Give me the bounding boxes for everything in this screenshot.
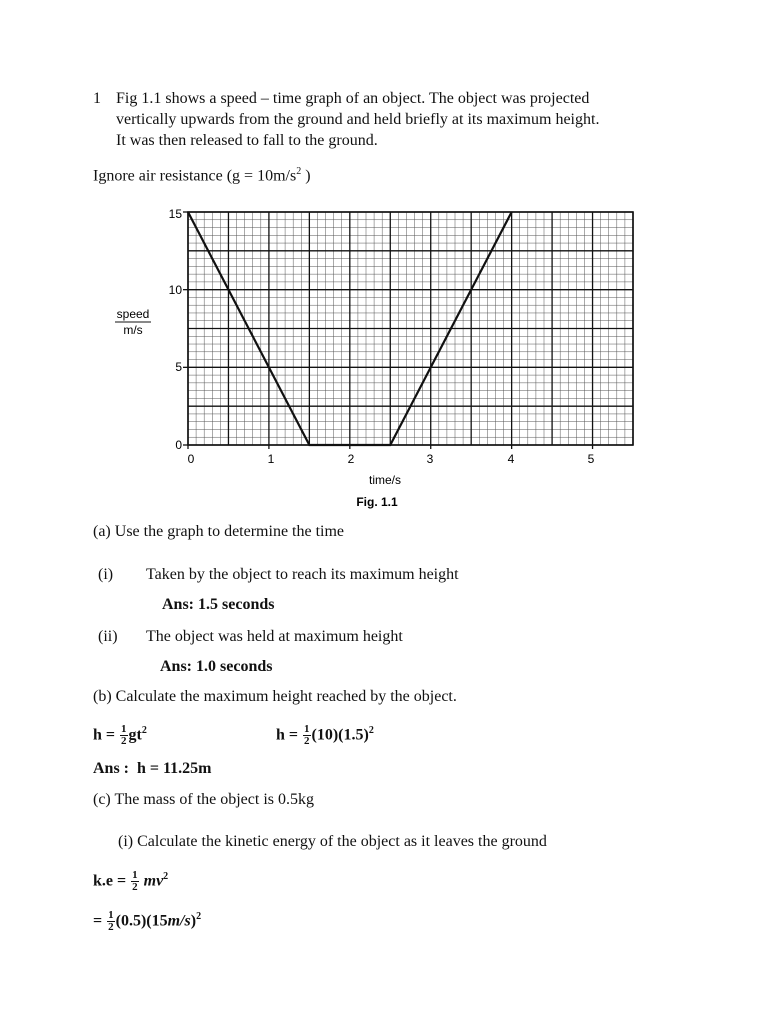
- y-axis-label-bottom: m/s: [123, 323, 143, 337]
- x-tick-label: 5: [587, 452, 595, 466]
- y-axis-label-top: speed: [116, 307, 150, 321]
- x-tick-label: 3: [426, 452, 434, 466]
- kinetic-energy-formula: [93, 866, 168, 893]
- part-a-ii-label: (ii): [98, 628, 118, 645]
- y-tick-label: 10: [168, 283, 182, 297]
- y-tick-label: 5: [175, 360, 182, 374]
- note-text: Ignore air resistance (g = 10m/s: [93, 167, 297, 185]
- part-a: [93, 521, 344, 542]
- figure-caption: Fig. 1.1: [356, 495, 398, 509]
- formula-rhs: (0.5)(15: [115, 912, 168, 930]
- formula-unit: m/s: [167, 912, 191, 930]
- height-formula: [93, 720, 147, 747]
- height-substitution: [276, 720, 374, 747]
- formula-rhs: (10)(1.5): [311, 726, 369, 744]
- speed-time-graph: [90, 192, 680, 517]
- part-a-i-answer: Ans: 1.5 seconds: [162, 596, 275, 613]
- fraction-denominator: 2: [108, 921, 114, 934]
- formula-close: ): [190, 912, 197, 930]
- fraction-numerator: 1: [108, 909, 114, 922]
- part-a-i-text: Taken by the object to reach its maximum height: [146, 566, 459, 583]
- question-text: [116, 88, 716, 151]
- x-tick-label: 1: [267, 452, 275, 466]
- question-line: It was then released to fall to the ground.: [116, 132, 378, 149]
- fraction-numerator: 1: [121, 723, 127, 736]
- part-a-label: (a): [93, 523, 111, 540]
- y-tick-label: 0: [175, 438, 182, 452]
- fraction-half: [120, 724, 128, 747]
- kinetic-energy-substitution: [93, 906, 201, 933]
- x-tick-label: 4: [507, 452, 515, 466]
- question-number: 1: [93, 90, 101, 107]
- part-b: [93, 686, 457, 707]
- part-c: [93, 789, 314, 810]
- grid-major: [188, 212, 633, 445]
- part-a-text: Use the graph to determine the time: [114, 523, 345, 540]
- question-line: vertically upwards from the ground and held briefly at its maximum height.: [116, 111, 600, 128]
- part-c-i-label: (i): [118, 833, 134, 850]
- part-c-label: (c): [93, 791, 111, 808]
- fraction-half: [107, 910, 115, 933]
- part-a-ii-text: The object was held at maximum height: [146, 628, 403, 645]
- x-axis-label: time/s: [368, 473, 402, 487]
- part-a-ii-answer: Ans: 1.0 seconds: [160, 658, 273, 675]
- part-b-label: (b): [93, 688, 112, 705]
- x-tick-label: 0: [187, 452, 195, 466]
- note-exponent: 2: [296, 166, 302, 177]
- air-resistance-note: [93, 161, 311, 186]
- part-a-i-label: (i): [98, 566, 114, 583]
- part-b-answer: Ans : h = 11.25m: [93, 760, 212, 777]
- x-tick-label: 2: [347, 452, 355, 466]
- part-c-i-text: Calculate the kinetic energy of the object as it leaves the ground: [137, 833, 547, 850]
- fraction-half: [131, 870, 139, 893]
- fraction-half: [303, 724, 311, 747]
- formula-lhs: h =: [93, 726, 120, 744]
- fraction-numerator: 1: [132, 869, 138, 882]
- y-tick-labels: [169, 207, 183, 452]
- question-line: Fig 1.1 shows a speed – time graph of an object. The object was projected: [116, 90, 590, 107]
- formula-lhs: k.e =: [93, 872, 131, 890]
- part-c-text: The mass of the object is 0.5kg: [114, 791, 314, 808]
- part-c-i: [118, 831, 547, 852]
- formula-exponent: 2: [196, 911, 202, 922]
- formula-exponent: 2: [141, 725, 147, 736]
- formula-exponent: 2: [163, 871, 169, 882]
- formula-exponent: 2: [368, 725, 374, 736]
- formula-lhs: =: [93, 912, 107, 930]
- note-suffix: ): [301, 167, 311, 185]
- fraction-denominator: 2: [132, 881, 138, 894]
- part-b-text: Calculate the maximum height reached by the object.: [115, 688, 457, 705]
- y-tick-label: 15: [168, 207, 182, 221]
- x-tick-labels: [188, 452, 595, 466]
- fraction-denominator: 2: [121, 735, 127, 748]
- formula-rhs: gt: [128, 726, 142, 744]
- formula-lhs: h =: [276, 726, 303, 744]
- fraction-denominator: 2: [304, 735, 310, 748]
- fraction-numerator: 1: [304, 723, 310, 736]
- formula-rhs: mv: [143, 872, 164, 890]
